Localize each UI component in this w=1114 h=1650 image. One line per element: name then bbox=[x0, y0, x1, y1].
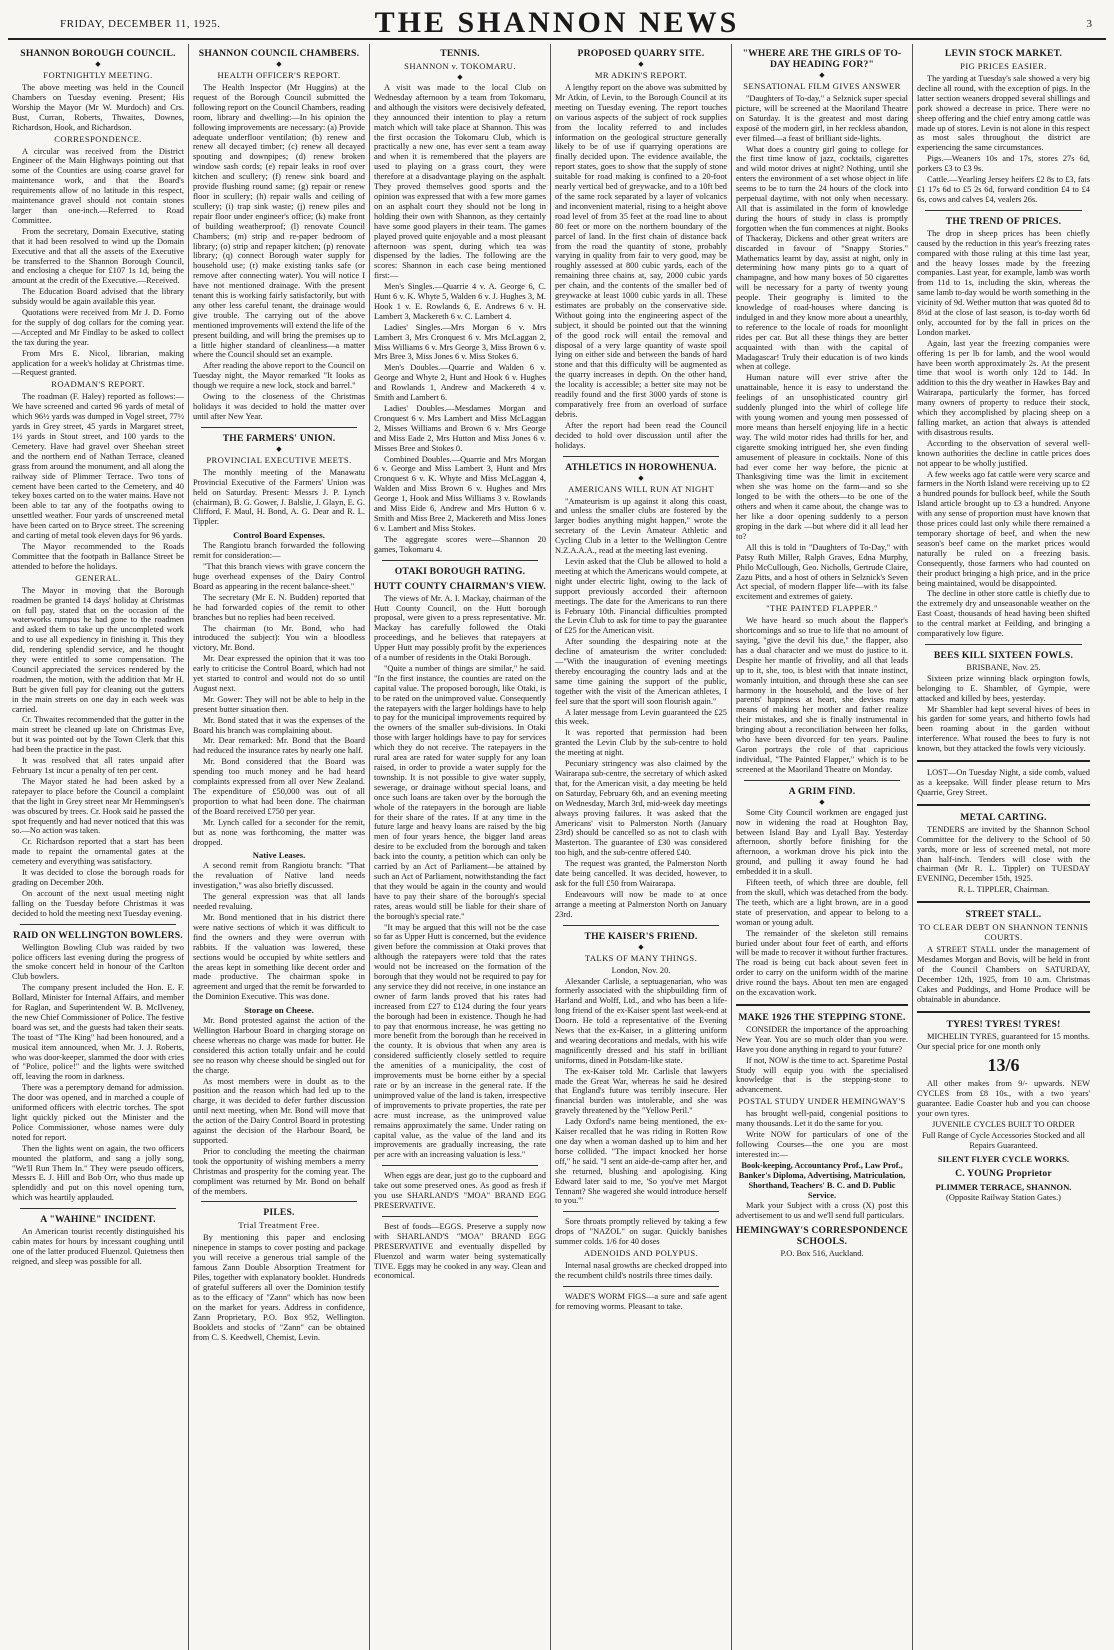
section-heading: Control Board Expenses. bbox=[233, 530, 325, 541]
advertiser-address: PLIMMER TERRACE, SHANNON. bbox=[935, 1181, 1072, 1192]
advertisement: When eggs are dear, just go to the cupboard and take out some preserved ones. As good as fresh if you use SHARLAND'S "MOA" BRAND EGG PRESERVATIVE. bbox=[374, 1171, 546, 1210]
advertisement: Sore throats promptly relieved by taking a few drops of "NAZOL" on sugar. Quickly banishes summer colds. 1/6 for 40 doses bbox=[555, 1217, 727, 1247]
paragraph: The views of Mr. A. I. Mackay, chairman of the Hutt County Council, on the Hutt borough proposal, were given to a press representative. Mr. Mackay has carefully followed the Otaki proceedings, and he believes that ratepayers at Upper Hutt may possibly profit by the experiences of a number of residents in the Otaki Borough. bbox=[374, 593, 546, 663]
article-subhead: SHANNON v. TOKOMARU. bbox=[404, 61, 516, 71]
divider bbox=[563, 925, 719, 926]
article-headline: SHANNON BOROUGH COUNCIL. bbox=[20, 48, 176, 59]
article-headline: TENNIS. bbox=[440, 48, 480, 59]
ornament-diamond: ◆ bbox=[276, 60, 282, 68]
paragraph: Men's Doubles.—Quarrie and Walden 6 v. George and Whyte 2, Hunt and Hook 6 v. Hughes and Rowlands 1, Andrew and Mackereth 4 v. Smith and Lambert 6. bbox=[374, 363, 546, 403]
article-headline: PILES. bbox=[263, 1207, 295, 1219]
article-subhead: MR ADKIN'S REPORT. bbox=[594, 70, 688, 80]
article-headline: THE FARMERS' UNION. bbox=[222, 432, 336, 444]
paragraph: A circular was received from the District Engineer of the Main Highways pointing out that some of the Counties are using coarse gravel for maintenance work, and that the Board's requirements allow of no latitude in this respect, maintenance gravel should not contain stones larger than one-inch.—Referred to Road Committee. bbox=[12, 146, 184, 225]
article-headline: A GRIM FIND. bbox=[788, 785, 856, 797]
paragraph: Mr. Bond stated that it was the expenses of the Board his branch was complaining about. bbox=[193, 715, 365, 735]
classified-ad: LOST—On Tuesday Night, a side comb, valued as a keepsake. Will finder please return to Mrs Quarrie, Grey Street. bbox=[917, 768, 1090, 797]
paragraph: From the secretary, Domain Executive, stating that it had been resolved to wind up the Domain Executive and that all the assets of the Executive be transferred to the Shannon Borough Council, and enclosing a cheque for £107 1s 1d, being the amount at the credit of the Executive.—Received. bbox=[12, 226, 184, 286]
divider bbox=[917, 760, 1090, 762]
article-subhead: HEALTH OFFICER'S REPORT. bbox=[217, 70, 341, 80]
advertisement: Best of foods—EGGS. Preserve a supply now with SHARLAND'S "MOA" BRAND EGG PRESERVATIVE and eventually dispelled by Fluenzol and warm water being systematically TIVE. Eggs may be cooked in any way. Clean and economical. bbox=[374, 1221, 546, 1281]
paragraph: According to the observation of several well-known authorities the decline in cattle prices does not appear to be wholly justified. bbox=[917, 438, 1090, 468]
paragraph: Cr. Thwaites recommended that the gutter in the main street be cleaned up late on Christmas Eve, but it was pointed out by the Town Clerk that this had been the practice in the past. bbox=[12, 715, 184, 755]
ornament-diamond: ◆ bbox=[457, 73, 463, 81]
paragraph: Men's Singles.—Quarrie 4 v. A. George 6, C. Hunt 6 v. K. Whyte 5, Walden 6 v. J. Hughes 3, M. Hook 1 v. E. Rowlands 6, E. Andrews 6 v. H. Lambert 3, Mackereth 6 v. C. Lambert 4. bbox=[374, 282, 546, 321]
paragraph: The Mayor stated he had been asked by a ratepayer to place before the Council a complaint that the light in Grey street near Mr Hemmingsen's was obscured by trees. Cr. Hook said he passed the spot frequently and had never noticed that this was so.—No action was taken. bbox=[12, 776, 184, 836]
paragraph: The Rangiotu branch forwarded the following remit for consideration:— bbox=[193, 541, 365, 561]
paragraph: Mr. Bond protested against the action of the Wellington Harbour Board in charging storage on cheese whereas no charge was made for butter. He considered this action totally unfair and he could see no reason why cheese should be singled out for the charge. bbox=[193, 1016, 365, 1075]
section-heading: "THE PAINTED FLAPPER." bbox=[766, 603, 878, 614]
divider bbox=[563, 1211, 719, 1212]
notice-headline: STREET STALL. bbox=[965, 909, 1042, 921]
paragraph: Mr. Dear expressed the opinion that it was too early to criticise the Control Board, which had not yet started to control and would not do so until August next. bbox=[193, 654, 365, 693]
section-heading: POSTAL STUDY UNDER HEMINGWAY'S bbox=[738, 1096, 906, 1107]
issue-date: FRIDAY, DECEMBER 11, 1925. bbox=[60, 18, 221, 30]
advertisement: Full Range of Cycle Accessories Stocked and all Repairs Guaranteed. bbox=[921, 1130, 1086, 1150]
paragraph: Some City Council workmen are engaged just now in widening the road at Houghton Bay, between Island Bay and Lyall Bay. Yesterday afternoon, shortly before finishing for the afternoon, a workman drove his pick into the ground, and pulling it away found he had embedded it in a skull. bbox=[736, 807, 908, 877]
paragraph: "It may be argued that this will not be the case so far as Upper Hutt is concerned, but the evidence given before the commission at Otaki proves that although the ratepayers were told that the rates would not be increased on the formation of the borough that they would not be required to pay for any service they did not receive, in one instance an owner of farm lands proved that his rates had increased from £27 to £124 during the four years the borough had been in existence. Though he had to pay that enormous increase, he was getting no more benefit from the borough than he received in the county. It is obvious that when any area is considered sufficiently closely settled to require the amenities of a municipality, the cost of improvements must be borne either by a special rate or by an increase in the general rate. If the unimproved value of the land is taken, irrespective of improvements to private properties, the rate per acre must increase, as the unimproved value remains approximately the same. Under rating on capital value, as the value of the land and its improvements are gradually increasing, the rate per acre with an increasing valuation is less." bbox=[374, 922, 546, 1160]
divider bbox=[563, 1286, 719, 1287]
advertisement: Internal nasal growths are checked dropped into the recumbent child's nostrils three times daily. bbox=[555, 1261, 727, 1280]
article-subhead: PROVINCIAL EXECUTIVE MEETS. bbox=[206, 454, 352, 465]
section-heading: Native Leases. bbox=[252, 850, 306, 861]
advertiser-location: (Opposite Railway Station Gates.) bbox=[946, 1192, 1061, 1202]
column-5 bbox=[732, 44, 913, 1650]
paragraph: After the report had been read the Council decided to hold over discussion until after the holidays. bbox=[555, 420, 727, 450]
column-2 bbox=[189, 44, 370, 1650]
section-heading: ROADMAN'S REPORT. bbox=[51, 379, 145, 390]
paragraph: Mr. Bond mentioned that in his district there were native sections of which it was difficult to find the owners and they were overrun with rabbits. If the valuation was lowered, these sections would be occupied by white settlers and the areas kept in something like decent order and made productive. The chairman spoke in agreement and urged that the remit be forwarded to the Dominion Executive. This was done. bbox=[193, 912, 365, 1002]
column-3 bbox=[370, 44, 551, 1650]
article-subhead: Trial Treatment Free. bbox=[238, 1220, 320, 1231]
divider bbox=[20, 924, 176, 925]
paragraph: Prior to concluding the meeting the chairman took the opportunity of wishing members a merry Christmas and prosperity for the coming year. The compliment was returned by Mr. Bond on behalf of the members. bbox=[193, 1146, 365, 1196]
divider bbox=[925, 644, 1082, 645]
paragraph: It was resolved that all rates unpaid after February 1st incur a penalty of ten per cent. bbox=[12, 756, 184, 775]
article-headline: ATHLETICS IN HOROWHENUA. bbox=[565, 461, 717, 473]
advertisement: All other makes from 9/- upwards. NEW CYCLES from £8 10s., with a two years' guarantee. Eadie Coaster hub and you can choose your own tyres. bbox=[917, 1079, 1090, 1119]
paragraph: An American tourist recently distinguished his cabin mates for hours by incessant coughing until one of the latter produced Fluenzol. Quietness then reigned, and sleep was possible for all. bbox=[12, 1227, 184, 1266]
paragraph: "Amateurism is up against it along this coast, and unless the smaller clubs are fostered by the larger bodies anything might happen," wrote the secretary of the Levin Amateur Athletic and Cycling Club in a letter to the Wellington Centre N.Z.A.A.A., read at the meeting last evening. bbox=[555, 496, 727, 556]
paragraph: A later message from Levin guaranteed the £25 this week. bbox=[555, 707, 727, 727]
paragraph: The decline in other store cattle is chiefly due to the extremely dry and unseasonable weather on the East Coast, thousands of head having been shifted to the central market at Feilding, and bringing a comparatively low figure. bbox=[917, 589, 1090, 639]
article-headline: RAID ON WELLINGTON BOWLERS. bbox=[13, 929, 183, 941]
dateline: BRISBANE, Nov. 25. bbox=[966, 662, 1041, 672]
paragraph: Owing to the closeness of the Christmas holidays it was decided to hold the matter over until after New Year. bbox=[193, 392, 365, 421]
paragraph: Quotations were received from Mr J. D. Forno for the supply of dog collars for the coming year.—Accepted and Mr Findlay to be asked to collect the tax during the year. bbox=[12, 308, 184, 347]
paragraph: Mr. Lynch called for a seconder for the remit, but as none was forthcoming, the matter was dropped. bbox=[193, 817, 365, 847]
paragraph: It was decided to close the borough roads for grading on December 20th. bbox=[12, 868, 184, 887]
price-display: 13/6 bbox=[987, 1055, 1020, 1076]
paragraph: Human nature will ever strive after the unattainable, hence it is easy to understand the feelings of an unsophisticated country girl suddenly plunged into the whirl of college life with young women and young men possessed of more means than herself enjoying life in a hectic way. The wild motor rides had thrills for her, and cigarette smoking intrigued her, she even finding amusement of pleasure in cocktails. None of this had ever come her way before, the picnic at Thanksgiving time was the limit in excitement when she was home on the farm—and so she longed to be with the others—to be one of the others and when it came about, the change was to her like a door opening suddenly to a person groping in the dark —but where did it all lead her to? bbox=[736, 373, 908, 541]
divider bbox=[917, 804, 1090, 806]
divider bbox=[201, 427, 357, 428]
article-headline: "WHERE ARE THE GIRLS OF TO-DAY HEADING FOR?" bbox=[742, 48, 902, 70]
paragraph: On account of the next usual meeting night falling on the Tuesday before Christmas it was decided to hold the meeting next Tuesday evening. bbox=[12, 888, 184, 918]
paragraph: Lady Oxford's name being mentioned, the ex-Kaiser recalled that he was riding in Rotten Row one day when a woman dashed up to him and her horse collided. "The impact knocked her horse off," he said. "I sent an aide-de-camp after her, and she returned, blushing and apologising. King Edward later said to me, 'So you've met Margot Tennant? She wagered she would introduce herself to you.'" bbox=[555, 1117, 727, 1206]
paragraph: Ladies' Singles.—Mrs Morgan 6 v. Mrs Lambert 3, Mrs Cronquest 6 v. Mrs McLaggan 2, Miss Williams 6 v. Mrs George 3, Miss Brown 6 v. Mrs Bree 3, Miss Jones 6 v. Miss Stokes 6. bbox=[374, 322, 546, 362]
paragraph: Combined Doubles.—Quarrie and Mrs Morgan 6 v. George and Miss Lambert 3, Hunt and Mrs Cronquest 6 v. K. Whyte and Miss McLaggan 4, Walden and Miss Brown 6 v. Hughes and Mrs George 1, Hook and Miss Williams 3 v. Rowlands and Miss Eide 6, Andrew and Mrs Hutton 6 v. Smith and Miss Bree 2, Mackereth and Miss Jones 6 v. Lambert and Miss Stokes. bbox=[374, 454, 546, 533]
ornament-diamond: ◆ bbox=[638, 942, 644, 951]
paragraph: A second remit from Rangiotu branch: "That the revaluation of Native land needs investigation," was also briefly discussed. bbox=[193, 861, 365, 891]
paragraph: Mr. Gower: They will not be able to help in the present butter situation then. bbox=[193, 694, 365, 714]
section-heading: Storage on Cheese. bbox=[244, 1005, 314, 1016]
paragraph: The monthly meeting of the Manawatu Provincial Executive of the Farmers' Union was held on Saturday. Present: Messrs J. P. Lynch (chairman), B. G. Gower, J. Balslie, J. Glayn, E. G. Clifford, F. Maul, H. Bond, A. G. Dear and R. L. Tippler. bbox=[193, 467, 366, 527]
article-headline: THE TREND OF PRICES. bbox=[945, 215, 1062, 227]
divider bbox=[917, 1011, 1090, 1013]
notice-headline: METAL CARTING. bbox=[960, 811, 1047, 823]
advertiser-name: SILENT FLYER CYCLE WORKS. bbox=[937, 1153, 1070, 1164]
paragraph: What does a country girl going to college for the first time know of jazz, cocktails, cigarettes and wild motor drives at night? Nothing, until she enters the environment of a set whose object in life seems to be to turn the 24 hours of the clock into perpetual daytime, with not only when necessary. All that is assimilated in the form of knowledge during the hours of study in class is promptly forgotten when the fun commences at night. Books of Thackeray, Dickens and other great writers are discarded in favour of "Snappy Stories." Mathematics learnt by day, assist at night, only in determining how many pints go to a quart of champagne, and how many boxes of 50 cigarettes will be necessary for a party of twenty young people. Their geography is limited to the knowledge of road-houses where dancing is indulged in and they know more about a unearthly, to reference to the locale of roads for moonlight rides per car. But all these things they are better acquainted with than with the capital of Madagascar! Truly their education is of two kinds when at college. bbox=[736, 144, 908, 372]
article-headline: PROPOSED QUARRY SITE. bbox=[577, 48, 705, 59]
paragraph: Levin asked that the Club be allowed to hold a meeting at which the Americans would compete, at night under electric light, owing to the lack of support previously accorded their afternoon meetings. The date for the Americans to run there is February 10th. Financial difficulties prompted the Levin Club to ask for time to pay the guarantee of £25 for the American visit. bbox=[555, 556, 727, 636]
paragraph: There was a peremptory demand for admission. The door was opened, and in marched a couple of uniformed officers with electric torches. The spot light quickly picked out the Minister and the Police Commissioner, whose names were duly noted for report. bbox=[12, 1083, 184, 1142]
advertisement: Mark your Subject with a cross (X) post this advertisement to us and we'll send full particulars. bbox=[736, 1201, 908, 1221]
notice-text: A STREET STALL under the management of Mesdames Morgan and Bovis, will be held in front of the Council Chambers on SATURDAY, December 12th, 1925, from 10 a.m. Christmas Cakes and Puddings, and Home Produce will be obtainable in abundance. bbox=[917, 945, 1090, 1004]
section-heading: CORRESPONDENCE. bbox=[54, 133, 142, 144]
paragraph: "That this branch views with grave concern the huge overhead expenses of the Dairy Control Board as appearing in the recent balance-sheet." bbox=[193, 562, 365, 591]
paragraph: As most members were in doubt as to the position and the reason which had led up to the charge, it was decided to defer further discussion until next meeting, when Mr. Bond will move that the action of the Dairy Control Board in protesting against the decision of the Harbour Board, be supported. bbox=[193, 1076, 365, 1145]
paragraph: The secretary (Mr E. N. Budden) reported that he had forwarded copies of the remit to other branches but no replies had been received. bbox=[193, 592, 365, 622]
paragraph: Cattle.—Yearling Jersey heifers £2 8s to £3, fats £1 17s 6d to £5 2s 6d, forward condition £4 to £4 6s, cows and calves £4, vealers 26s. bbox=[917, 175, 1090, 204]
advertisement-headline: MAKE 1926 THE STEPPING STONE. bbox=[738, 1011, 906, 1023]
ornament-diamond: ◆ bbox=[276, 444, 282, 453]
paragraph: Again, last year the freezing companies were offering 1s per lb for lamb, and the wool would have been worth approximately 2s. At the present time that wool is worth only 12d to 14d. In addition to this the dry weather in Hawkes Bay and Wairarapa, particularly the former, has forced many owners of property to reduce their stock, which they accomplished by placing sheep on a falling market, an action that always is attended with disastrous results. bbox=[917, 338, 1090, 437]
paragraph: Pecuniary stringency was also claimed by the Wairarapa sub-centre, the secretary of which asked that, for the American visit, a day meeting be held on Saturday, February 6th, and an evening meeting on Wednesday, March 3rd, mid-week day meetings always proving failures. It was asked that the Americans' visit to Palmerston North (January 23rd) should be cancelled so as not to clash with Masterton. The guarantee of £30 was considered too high, and the sub-centre offered £40. bbox=[555, 759, 727, 858]
column-1 bbox=[8, 44, 189, 1650]
paragraph: All this is told in "Daughters of To-Day," with Patsy Ruth Miller, Ralph Graves, Edna Murphy, Philo McCullough, Geo. Nicholls, Gertrude Claire, Zazu Pitts, and a host of others in Selznick's Seven Act special, of modern flapper life—with its false excitement and extremes of gaiety. bbox=[736, 542, 908, 602]
divider bbox=[382, 560, 538, 561]
paragraph: Mr. Bond considered that the Board was spending too much money and he had heard complaints expressed from all over New Zealand. The expenditure of £50,000 was out of all proportion to what had been done. The chairman of the Board received £750 per year. bbox=[193, 757, 365, 816]
paragraph: "Daughters of To-day," a Selznick super special picture, will be screened at the Maoriland Theatre on Saturday. It is the greatest and most daring exposé of the modern girl, in her reckless abandon, ever filmed—a feast of brilliant side-lights. bbox=[736, 94, 908, 143]
paragraph: The drop in sheep prices has been chiefly caused by the reduction in this year's freezing rates compared with those ruling at this time last year, and the heavy losses made by the freezing companies. Last year, for example, lamb was worth from 11d to 1s, including the skin, whereas the same lamb to-day would be worth something in the vicinity of 9d. Wether mutton that was quoted 8d to 8½d at the close of last season, is to-day worth 6d only, accounted for by the fall in prices on the London market. bbox=[917, 228, 1090, 337]
article-headline: A "WAHINE" INCIDENT. bbox=[40, 1214, 156, 1226]
advertisement: has brought well-paid, congenial positions to many thousands. Let it do the same for you. bbox=[736, 1109, 908, 1129]
paragraph: The company present included the Hon. E. F. Bollard, Minister for Internal Affairs, and member for Raglan, and Superintendent W. B. McIlveney, the new Chief Commissioner of Police. The festive board was set, and the guests had taken their seats. The toast of "The King" had been honoured, and a musical item announced, when Mr. J. J. Roberts, who was door-keeper, slammed the door with cries of "Police, police!" and the lights were switched off, leaving the room in darkness. bbox=[12, 983, 184, 1082]
dateline: London, Nov. 20. bbox=[611, 965, 671, 975]
ornament-diamond: ◆ bbox=[819, 71, 825, 79]
paragraph: Mr Shambler had kept several hives of bees in his garden for some years, and hitherto fowls had been roaming about in the garden without interference. What roused the bees to fury is not known, but they attacked the fowls very viciously. bbox=[917, 704, 1090, 754]
paragraph: The Health Inspector (Mr Huggins) at the request of the Borough Council submitted the following report on the Council Chambers, reading room, library and dwelling:—In his opinion the following improvements are necessary: (a) Provide adequate underfloor ventilation; (b) renew and renew all decayed timber; (c) renew all decayed spouting and downpipes; (d) renew broken window sash cords; (e) repair leaks in roof over kitchen and scullery; (f) renew sink board and provide flushing round same; (g) repair or renew floor in scullery; (h) repair walls and ceiling of scullery; (i) trap sink waste; (j) renew piles and repair floor under engineer's office; (k) make front of building weatherproof; (l) renovate Council Chambers; (m) strip and re-paper bedroom of library; (o) strip and repaper kitchen; (p) renovate library; (q) connect Borough water supply for household use; (r) make existing tanks safe (or remove after connecting water). You will notice I have not mentioned drainage. With the present tenant this is working fairly satisfactorily, but with any other less careful tenant, the drainage would give trouble. The carrying out of the above mentioned improvements will extend the life of the present building, and will bring the premises up to a little higher standard of cleanliness—a matter where the Council should set an example. bbox=[193, 83, 365, 360]
article-headline: LEVIN STOCK MARKET. bbox=[944, 48, 1063, 59]
column-4 bbox=[551, 44, 732, 1650]
paragraph: Sixteen prize winning black orpington fowls, belonging to E. Shambler, of Gympie, were attacked and killed by bees, yesterday. bbox=[917, 673, 1090, 703]
signatory: R. L. TIPPLER, Chairman. bbox=[957, 885, 1050, 895]
paragraph: A few weeks ago fat cattle were very scarce and farmers in the North Island were receiving up to £2 a hundred pounds for bullock beef, while the South Island article brought up to £3 a hundred. Anyone with any sense of proportion must have known that those prices could last only while there remained a temporary shortage of beef, and when the new season's beef came on the market prices would naturally be ruled on a freezing basis. Consequently, those farmers who had counted on their product bringing a high price, and in the price being maintained, would be disappointed. bbox=[917, 469, 1090, 588]
ornament-diamond: ◆ bbox=[638, 473, 644, 482]
article-headline: SHANNON COUNCIL CHAMBERS. bbox=[198, 48, 360, 59]
paragraph: Wellington Bowling Club was raided by two police officers last evening during the progress of the smoke concert held in honour of the Carlton Club bowlers. bbox=[12, 942, 184, 982]
advertisement-headline: TYRES! TYRES! TYRES! bbox=[946, 1018, 1061, 1030]
paragraph: From Mrs E. Nicol, librarian, making application for a week's holiday at Christmas time.—Request granted. bbox=[12, 348, 184, 378]
article-subhead: AMERICANS WILL RUN AT NIGHT bbox=[568, 483, 714, 494]
paragraph: "Quite a number of things are similar," he said. "In the first instance, the counties are rated on the capital value. The proposed borough, like Otaki, is to be rated on the unimproved value. Consequently the ratepayers with the larger holdings have to help to pay for the municipal improvements required by the owners of the smaller sub-divisions. In Otaki those with larger holdings have to pay for services which they do not receive. The ratepayers in the rural area are rated for water supply for any loan raised, in order to provide a water supply for the township. It is not possible to give water supply, sewerage, or drainage without special loans, and once such loans are taken over by the borough the whole of the ratepayers in the borough are liable for their share of the rates. If at any time in the future large and heavy loans are raised by the big men of four years hence, the bigger land areas desire to be excluded from the borough and taken back into the county, a petition which can only be carried by an Act of Parliament—be attained by such an Act of Parliament, notwithstanding the fact that they would be again in the county and would have to pay their share of the borough's special rates, areas would still be liable for their share of the borough's special rate." bbox=[374, 663, 546, 921]
article-subhead: TALKS OF MANY THINGS. bbox=[584, 952, 698, 963]
paragraph: Fifteen teeth, of which three are double, fell from the skull, which was detached from the body. The teeth, which are a light brown, are in a good state of preservation, and appear to belong to a woman or young adult. bbox=[736, 878, 908, 927]
newspaper-title: THE SHANNON NEWS bbox=[374, 6, 740, 39]
advertisement: CONSIDER the importance of the approaching New Year. You are so much older than you were. Have you done anything in regard to your future? bbox=[736, 1024, 908, 1054]
divider bbox=[20, 1208, 176, 1209]
paragraph: After reading the above report to the Council on Tuesday night, the Mayor remarked "It looks as though we require a new lock, stock and barrel." bbox=[193, 361, 365, 391]
paragraph: The yarding at Tuesday's sale showed a very big decline all round, with the exception of pigs. In the latter section weaners dropped several shillings and pork showed a decrease in price. There were no sheep offering and the chief entry among cattle was made up of stores. Levin is not alone in this respect as most sales throughout the district are experiencing the same circumstances. bbox=[917, 74, 1090, 153]
paragraph: We have heard so much about the flapper's shortcomings and so true to life that no amount of saying, "give the devil his due," the flapper, also has a dual character and we must do justice to it. Despite her mantle of frivolity, and all that leads up to it, she, too, is blest with that innate instinct, womanly intuition, and through these she can see harmony in the household, and the love of her parents' happiness at heart, she devises many means of making her mother and father realize their mistakes, and she is finally instrumental in bringing about a reconciliation between her folks, who have been divorced for ten years. Pauline Garon portrays the role of that capricious individual, "The Painted Flapper," which is to be screened at the Maoriland Theatre on Monday. bbox=[736, 616, 908, 774]
notice-subhead: TO CLEAR DEBT ON SHANNON TENNIS COURTS. bbox=[918, 922, 1089, 943]
advertisement: MICHELIN TYRES, guaranteed for 15 months. Our special price for one month only bbox=[917, 1031, 1090, 1051]
ornament-diamond: ◆ bbox=[819, 797, 825, 806]
paragraph: The Mayor in moving that the Borough roadmen be granted 14 days' holiday at Christmas on full pay, stated that on the occasion of the waterworks rumpus he had gone to the roadmen and asked them to take up the uncompleted work and to use all expediency in finishing it. This they did, rendering splendid service, and he thought they were entitled to some compensation. The Council appreciated the services rendered by the roadmen, the motion, with the addition that Mr H. Butt be given full pay for cleaning out the gutters in the main streets on one day in each week was carried. bbox=[12, 585, 184, 714]
paragraph: The ex-Kaiser told Mr. Carlisle that lawyers made the Great War, whereas he said he desired that England's future was terribly insecure. Her financial burden was intolerable, and she was gravely threatened by the "Yellow Peril." bbox=[555, 1066, 727, 1116]
divider bbox=[744, 780, 900, 781]
paragraph: The Mayor recommended to the Roads Committee that the footpath in Ballance Street be attended to before the holidays. bbox=[12, 541, 184, 571]
divider bbox=[917, 901, 1090, 903]
divider bbox=[736, 1004, 908, 1006]
paragraph: Cr. Richardson reported that a start has been made to repaint the ornamental gates at the cemetery and everything was satisfactory. bbox=[12, 837, 184, 867]
ornament-diamond: ◆ bbox=[638, 60, 644, 68]
advertisement: WADE'S WORM FIGS—a sure and safe agent for removing worms. Pleasant to take. bbox=[555, 1291, 727, 1311]
paragraph: The general expression was that all lands needed revaluing. bbox=[193, 892, 365, 912]
divider bbox=[925, 210, 1082, 211]
page-number: 3 bbox=[1086, 18, 1092, 30]
paragraph: The Education Board advised that the library subsidy would be again available this year. bbox=[12, 287, 184, 307]
article-subhead: FORTNIGHTLY MEETING. bbox=[43, 70, 153, 80]
paragraph: By mentioning this paper and enclosing ninepence in stamps to cover posting and package you will receive a generous trial sample of the famous Zann Double Absorption Treatment for Piles, together with explanatory booklet. Hundreds of grateful sufferers all over the Dominion testify as to the efficacy of "Zann" which has now been on the market for years. Address in confidence, Zann Proprietary, P.O. Box 952, Wellington. Booklets and stocks of "Zann" can be obtained from C. S. Keedwell, Chemist, Levin. bbox=[193, 1233, 365, 1342]
article-subhead: PIG PRICES EASIER. bbox=[960, 61, 1047, 71]
advertiser-name: HEMINGWAY'S CORRESPONDENCE SCHOOLS. bbox=[736, 1225, 908, 1248]
advertisement: Write NOW for particulars of one of the following Courses—the one you are most interested in:— bbox=[736, 1130, 908, 1159]
masthead bbox=[8, 4, 1106, 40]
divider bbox=[201, 1201, 357, 1202]
section-heading: ADENOIDS AND POLYPUS. bbox=[583, 1248, 699, 1259]
advertisement: If not, NOW is the time to act. Sparetime Postal Study will equip you with the specialised knowledge that is the stepping-stone to advancement. bbox=[736, 1055, 908, 1095]
paragraph: Alexander Carlisle, a septuagenarian, who was formerly associated with the shipbuilding firm of Harland and Wolff, Ltd., and who has been a life-long friend of the ex-Kaiser spent last week-end at Doorn. He told a representative of the Evening News that the ex-Kaiser, in a glittering uniform and wearing decorations and medals, with his wife magnificently dressed and his staff in brilliant uniforms, dined in Potsdam-like state. bbox=[555, 976, 727, 1065]
paragraph: It was reported that permission had been granted the Levin Club by the sub-centre to hold the meeting at night. bbox=[555, 728, 727, 758]
article-headline: BEES KILL SIXTEEN FOWLS. bbox=[933, 649, 1074, 661]
paragraph: Pigs.—Weaners 10s and 17s, stores 27s 6d, porkers £3 to £3 9s. bbox=[917, 154, 1090, 174]
notice-text: TENDERS are invited by the Shannon School Committee for the delivery to the School of 50 yards, more or less of screened metal, not more than half-inch. Tenders will close with the chairman (Mr R. L. Tippler) on TUESDAY EVENING, December 15th, 1925. bbox=[917, 824, 1090, 884]
ornament-diamond: ◆ bbox=[95, 60, 101, 68]
divider bbox=[382, 1216, 538, 1217]
paragraph: The chairman (to Mr. Bond, who had introduced the subject): You win a bloodless victory, Mr. Bond. bbox=[193, 623, 365, 653]
paragraph: Endeavours will now be made to at once arrange a meeting at Palmerston North on January 23rd. bbox=[555, 889, 727, 919]
paragraph: A visit was made to the local Club on Wednesday afternoon by a team from Tokomaru, and although the visitors were decisively defeated, they announced their intention to play a return match which will take place at Shannon. This was the first occasion the Tokomaru Club, which is practically a new one, has ever sent a team away and when it is remembered that the players are used to playing on a grass court, they were therefore at a disadvantage playing on the asphalt. They proved themselves good sports and the opinion was expressed that with a few more games on an asphalt court they should not be long in holding their own with Shannon, as they certainly have some good players in their team. The games played proved quite enjoyable and a most pleasant afternoon was spent, during which tea was dispensed by the ladies. The following are the scores: Shannon in each case being mentioned first:— bbox=[374, 83, 546, 281]
paragraph: After sounding the despairing note at the decline of amateurism the writer concluded:—"With the inauguration of evening meetings thereby encouraging the country lads and at the same time gaining the support of the public, together with the visit of the American athletes, I feel sure that the sport will soon flourish again." bbox=[555, 637, 727, 706]
divider bbox=[563, 456, 719, 457]
paragraph: The roadman (F. Haley) reported as follows:—We have screened and carted 96 yards of metal of which 96½ yards was dumped in Vogel street, 77½ yards in Grey street, 45 yards in Margaret street, 1½ yards in Stout street, and 100 yards to the Cemetery. Have had gravel over Sheehan street and the northern end of Nathan Terrace, cleaned grass from around the monument, and all along the railway side of Plimmer Terrace. Two tons of cement have been carted to the Cemetery, and 40 tekey boxes carted on to the water mains. Have not been able to tar any of the footpaths owing to unsettled weather. Four yards of unscreened metal have been carted on to Bryce street. The screening and carting of metal took eleven days for 96 yards. bbox=[12, 392, 184, 541]
proprietor-name: C. YOUNG Proprietor bbox=[955, 1167, 1052, 1179]
course-list: Book-keeping, Accountancy Prof., Law Prof., Banker's Diploma, Advertising, Matriculation, Shorthand, Teachers' B. C. and D. Public Service. bbox=[738, 1160, 906, 1200]
paragraph: The remainder of the skeleton still remains buried under about four feet of earth, and efforts will be made to recover it without further fractures. The road is being cut back about seven feet in order to carry on the uniform width of the marine drive round the bays. About ten men are engaged on the excavation work. bbox=[736, 928, 908, 998]
paragraph: A lengthy report on the above was submitted by Mr Atkin, of Levin, to the Borough Council at its meeting on Tuesday evening. The report touches on various aspects of the subject of rock supplies from the locality referred to and includes information on the geological structure generally likely to be of use if quarrying operations are finally decided upon. The evidence available, the report states, goes to show that the supply of stone suitable for road making is confined to a 20-foot nearly vertical bed of greywacke, and to a 10ft bed of the same rock separated by a layer of volcanics and inconvenient material, rising to a height above road level of from 35 feet at the road line to about 80 feet or more on the northern boundary of the parcel of land. In the first chain of distance back from the road the quantity of stone, probably varying in quality from fair to very good, may be roughly assessed at 800 cubic yards, each of the remaining three chains at, say, 2000 cubic yards per chain, and the contents of the smaller bed of greywacke at least 1000 cubic yards in all. These estimates are probably on the conservative side. Without going into the engineering aspect of the subject, it should be pointed out that the winning of the good rock will entail the removal and disposal of a very large quantity of waste spoil lying on either side and between the bands of hard stone and that this difficulty will be augmented as the quarry increases in depth. On the other hand, the locality is accessible; a better site may not be readily found and the first 3000 yards of stone is comparatively free from an overload of surface debris. bbox=[555, 83, 727, 419]
section-heading: GENERAL. bbox=[75, 572, 121, 583]
article-headline: THE KAISER'S FRIEND. bbox=[584, 930, 698, 942]
paragraph: Ladies' Doubles.—Mesdames Morgan and Cronquest 6 v. Mrs Lambert and Miss McLaggan 2, Misses Williams and Brown 6 v. Mrs George and Miss Eade 2, Mrs Hutton and Miss Jones 6 v. Misses Bree and Stokes 0. bbox=[374, 404, 546, 453]
article-subhead: SENSATIONAL FILM GIVES ANSWER bbox=[743, 81, 901, 91]
paragraph: Then the lights went on again, the two officers mounted the platform, and sang a jolly song, "We'll Run Them In." They were pseudo officers, Messrs E. J. Hill and Bob Orr, who thus made up splendidly and put on this novel opening turn, which was heartily applauded. bbox=[12, 1143, 184, 1203]
divider bbox=[382, 1165, 538, 1166]
paragraph: The aggregate scores were—Shannon 20 games, Tokomaru 4. bbox=[374, 534, 546, 554]
article-headline: OTAKI BOROUGH RATING. bbox=[394, 565, 526, 577]
paragraph: The above meeting was held in the Council Chambers on Tuesday evening. Present; His Worship the Mayor (Mr W. Murdoch) and Crs. Bust, Curran, Roberts, Thwaites, Downes, Richardson, Hook, and Richardson. bbox=[12, 83, 184, 132]
column-6 bbox=[913, 44, 1094, 1650]
advertiser-address: P.O. Box 516, Auckland. bbox=[780, 1249, 864, 1259]
paragraph: The request was granted, the Palmerston North date being cancelled. It was decided, however, to ask for the full £50 from Wairarapa. bbox=[555, 859, 727, 888]
paragraph: Mr. Dear remarked: Mr. Bond that the Board had reduced the insurance rates by nearly one half. bbox=[193, 736, 365, 756]
advertisement: JUVENILE CYCLES BUILT TO ORDER bbox=[931, 1120, 1075, 1130]
article-subhead: HUTT COUNTY CHAIRMAN'S VIEW. bbox=[374, 580, 546, 592]
